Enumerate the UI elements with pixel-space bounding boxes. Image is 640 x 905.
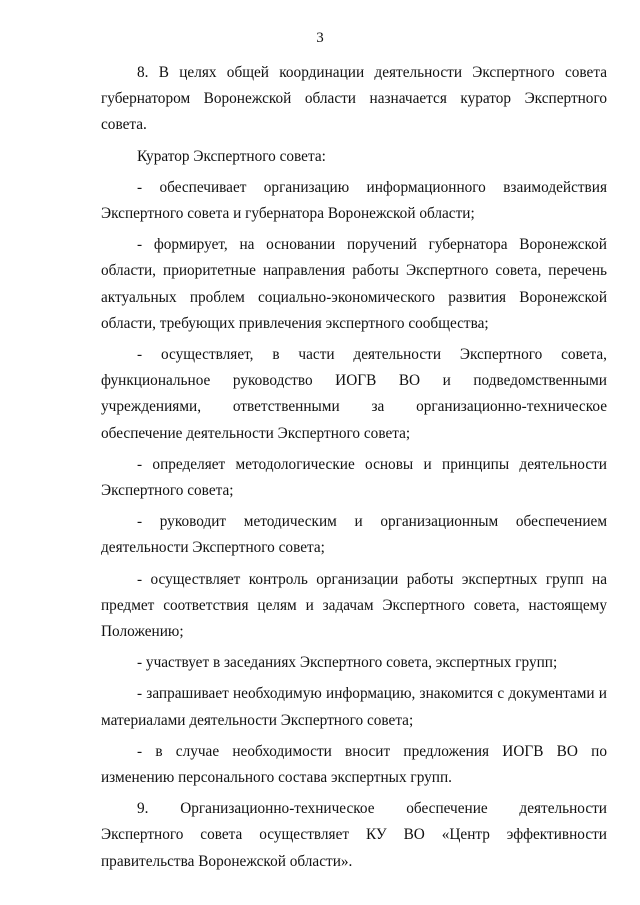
curator-duty-item: - определяет методологические основы и принципы деятельности Экспертного совета; xyxy=(101,455,607,500)
paragraph-9: 9. Организационно-техническое обеспечение деятельности Экспертного совета осуществляет КУ ВО «Центр эффективности правительства Воронежской области». xyxy=(101,800,607,870)
curator-heading: Куратор Экспертного совета: xyxy=(137,147,326,165)
document-body xyxy=(101,60,607,875)
curator-duty-item: - участвует в заседаниях Экспертного совета, экспертных групп; xyxy=(137,654,558,672)
curator-duty-item: - осуществляет контроль организации работы экспертных групп на предмет соответствия целям и задачам Экспертного совета, настоящему Положению; xyxy=(101,570,607,641)
paragraph-8: 8. В целях общей координации деятельности Экспертного совета губернатором Воронежской области назначается куратор Экспертного совета. xyxy=(101,64,607,134)
page-number: 3 xyxy=(316,30,324,46)
curator-duty-item: - руководит методическим и организационным обеспечением деятельности Экспертного совета; xyxy=(101,513,607,557)
curator-duty-item: - запрашивает необходимую информацию, знакомится с документами и материалами деятельности Экспертного совета; xyxy=(101,685,607,729)
curator-duty-item: - формирует, на основании поручений губернатора Воронежской области, приоритетные направления работы Экспертного совета, перечень актуальных проблем социально-экономического развития Воронежской области, требующих привлечения экспертного сообщества; xyxy=(101,236,607,332)
curator-duty-item: - обеспечивает организацию информационного взаимодействия Экспертного совета и губернатора Воронежской области; xyxy=(101,178,607,223)
curator-duty-item: - осуществляет, в части деятельности Экспертного совета, функциональное руководство ИОГВ ВО и подведомственными учреждениями, ответственными за организационно-техническое обеспечение деятельности Экспертного совета; xyxy=(101,346,607,442)
curator-duty-item: - в случае необходимости вносит предложения ИОГВ ВО по изменению персонального состава экспертных групп. xyxy=(101,742,607,787)
